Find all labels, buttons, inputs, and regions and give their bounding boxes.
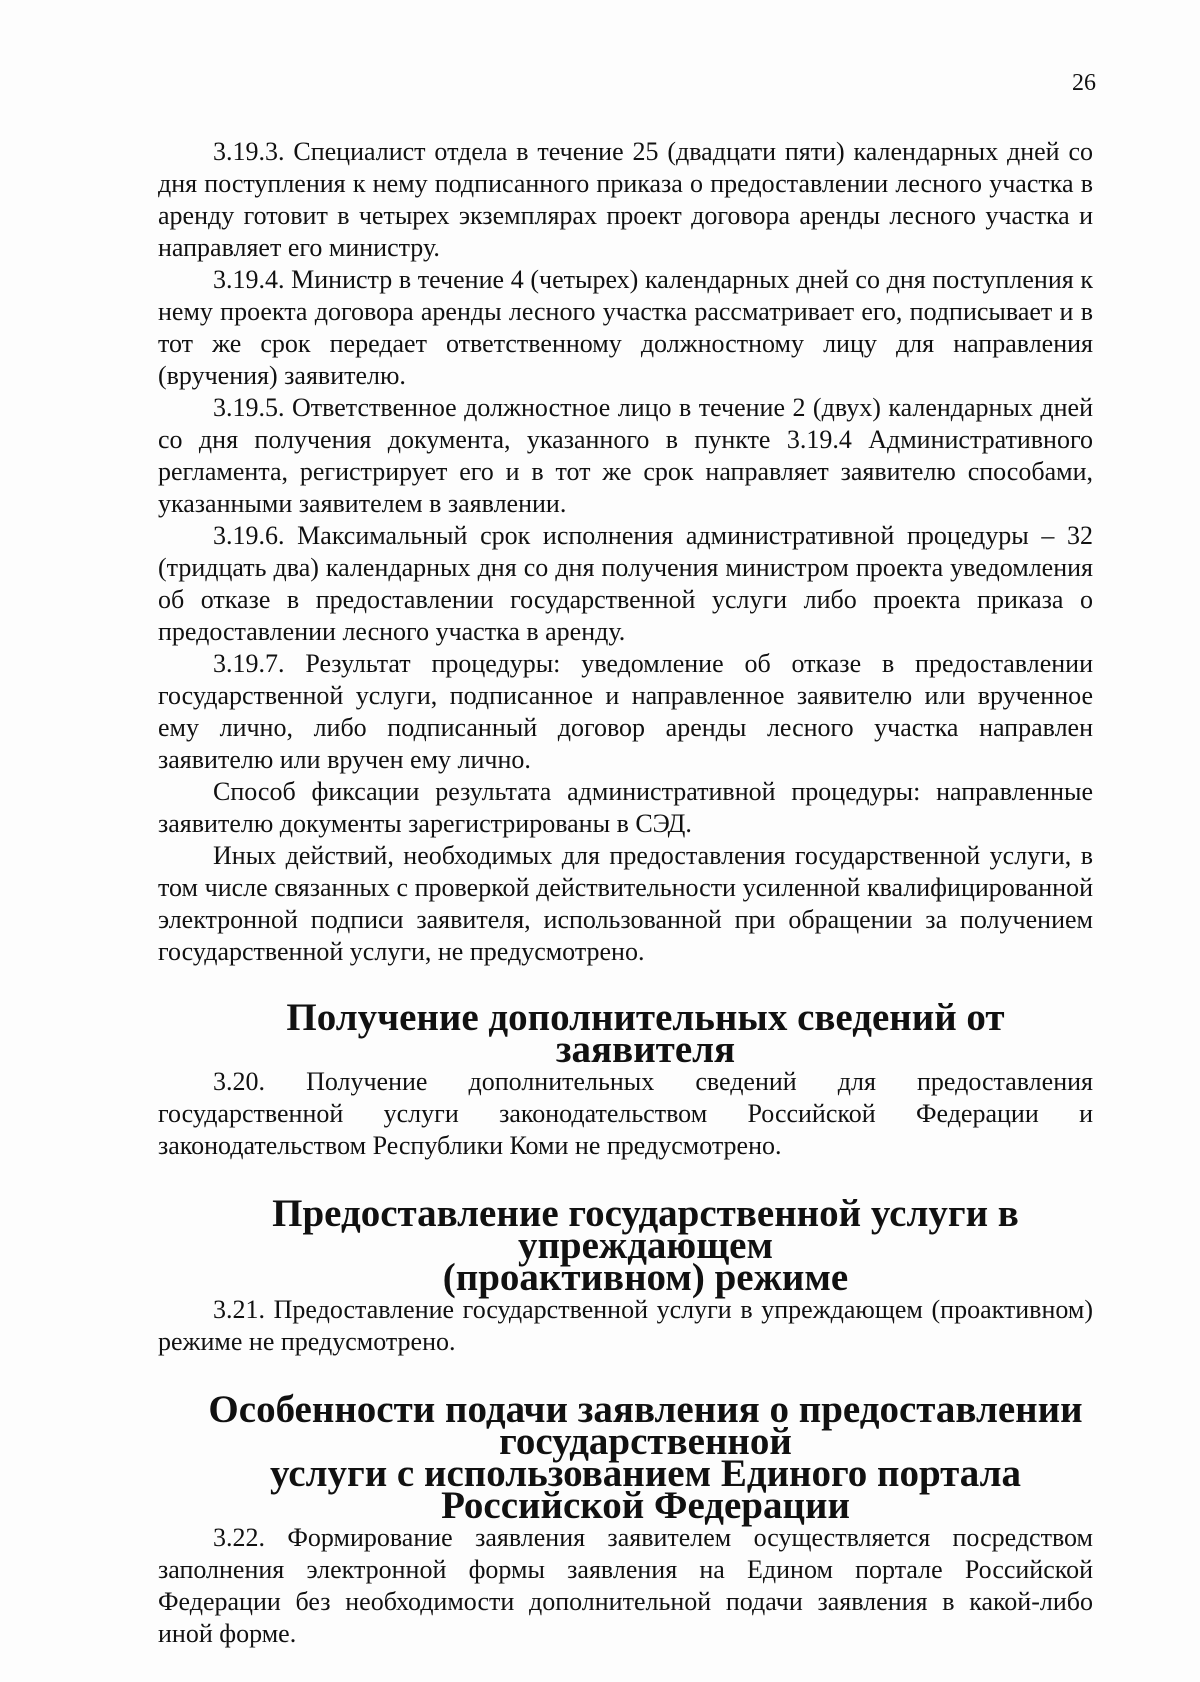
heading-3-21 bbox=[158, 1192, 1093, 1299]
paragraph-3-19-6: 3.19.6. Максимальный срок исполнения административной процедуры – 32 (тридцать два) календарных дня со дня получения министром проекта уведомления об отказе в предоставлении государственной услуги либо проекта приказа о предоставлении лесного участка в аренду. bbox=[158, 521, 1093, 646]
heading-3-21-line-1: Предоставление государственной услуги в упреждающем bbox=[272, 1192, 1019, 1267]
paragraph-3-19-3: 3.19.3. Специалист отдела в течение 25 (двадцати пяти) календарных дней со дня поступления к нему подписанного приказа о предоставлении лесного участка в аренду готовит в четырех экземплярах проект договора аренды лесного участка и направляет его министру. bbox=[158, 137, 1093, 262]
paragraph-3-19-7: 3.19.7. Результат процедуры: уведомление об отказе в предоставлении государственной услуги, подписанное и направленное заявителю или врученное ему лично, либо подписанный договор аренды лесного участка направлен заявителю или вручен ему лично. bbox=[158, 649, 1093, 774]
page-number: 26 bbox=[1072, 70, 1096, 96]
paragraph-3-20: 3.20. Получение дополнительных сведений для предоставления государственной услуги законодательством Российской Федерации и законодательством Республики Коми не предусмотрено. bbox=[158, 1067, 1093, 1160]
paragraph-3-21: 3.21. Предоставление государственной услуги в упреждающем (проактивном) режиме не предусмотрено. bbox=[158, 1295, 1093, 1356]
paragraph-3-22: 3.22. Формирование заявления заявителем осуществляется посредством заполнения электронной формы заявления на Едином портале Российской Федерации без необходимости дополнительной подачи заявления в какой-либо иной форме. bbox=[158, 1523, 1093, 1648]
heading-3-22-line-2: услуги с использованием Единого портала Российской Федерации bbox=[270, 1452, 1021, 1527]
heading-3-20: Получение дополнительных сведений от заявителя bbox=[286, 996, 1005, 1071]
heading-3-21-line-2: (проактивном) режиме bbox=[442, 1256, 849, 1299]
paragraph-3-19-4: 3.19.4. Министр в течение 4 (четырех) календарных дней со дня поступления к нему проекта договора аренды лесного участка рассматривает его, подписывает и в тот же срок передает ответственному должностному лицу для направления (вручения) заявителю. bbox=[158, 265, 1093, 390]
paragraph-other-actions: Иных действий, необходимых для предоставления государственной услуги, в том числе связанных с проверкой действительности усиленной квалифицированной электронной подписи заявителя, использованной при обращении за получением государственной услуги, не предусмотрено. bbox=[158, 841, 1093, 966]
paragraph-fixation-method: Способ фиксации результата административной процедуры: направленные заявителю документы зарегистрированы в СЭД. bbox=[158, 777, 1093, 838]
heading-3-22-line-1: Особенности подачи заявления о предоставлении государственной bbox=[208, 1388, 1083, 1463]
paragraph-3-19-5: 3.19.5. Ответственное должностное лицо в течение 2 (двух) календарных дней со дня получения документа, указанного в пункте 3.19.4 Административного регламента, регистрирует его и в тот же срок направляет заявителю способами, указанными заявителем в заявлении. bbox=[158, 393, 1093, 518]
document-body bbox=[158, 136, 1093, 1650]
heading-3-22 bbox=[158, 1388, 1093, 1527]
